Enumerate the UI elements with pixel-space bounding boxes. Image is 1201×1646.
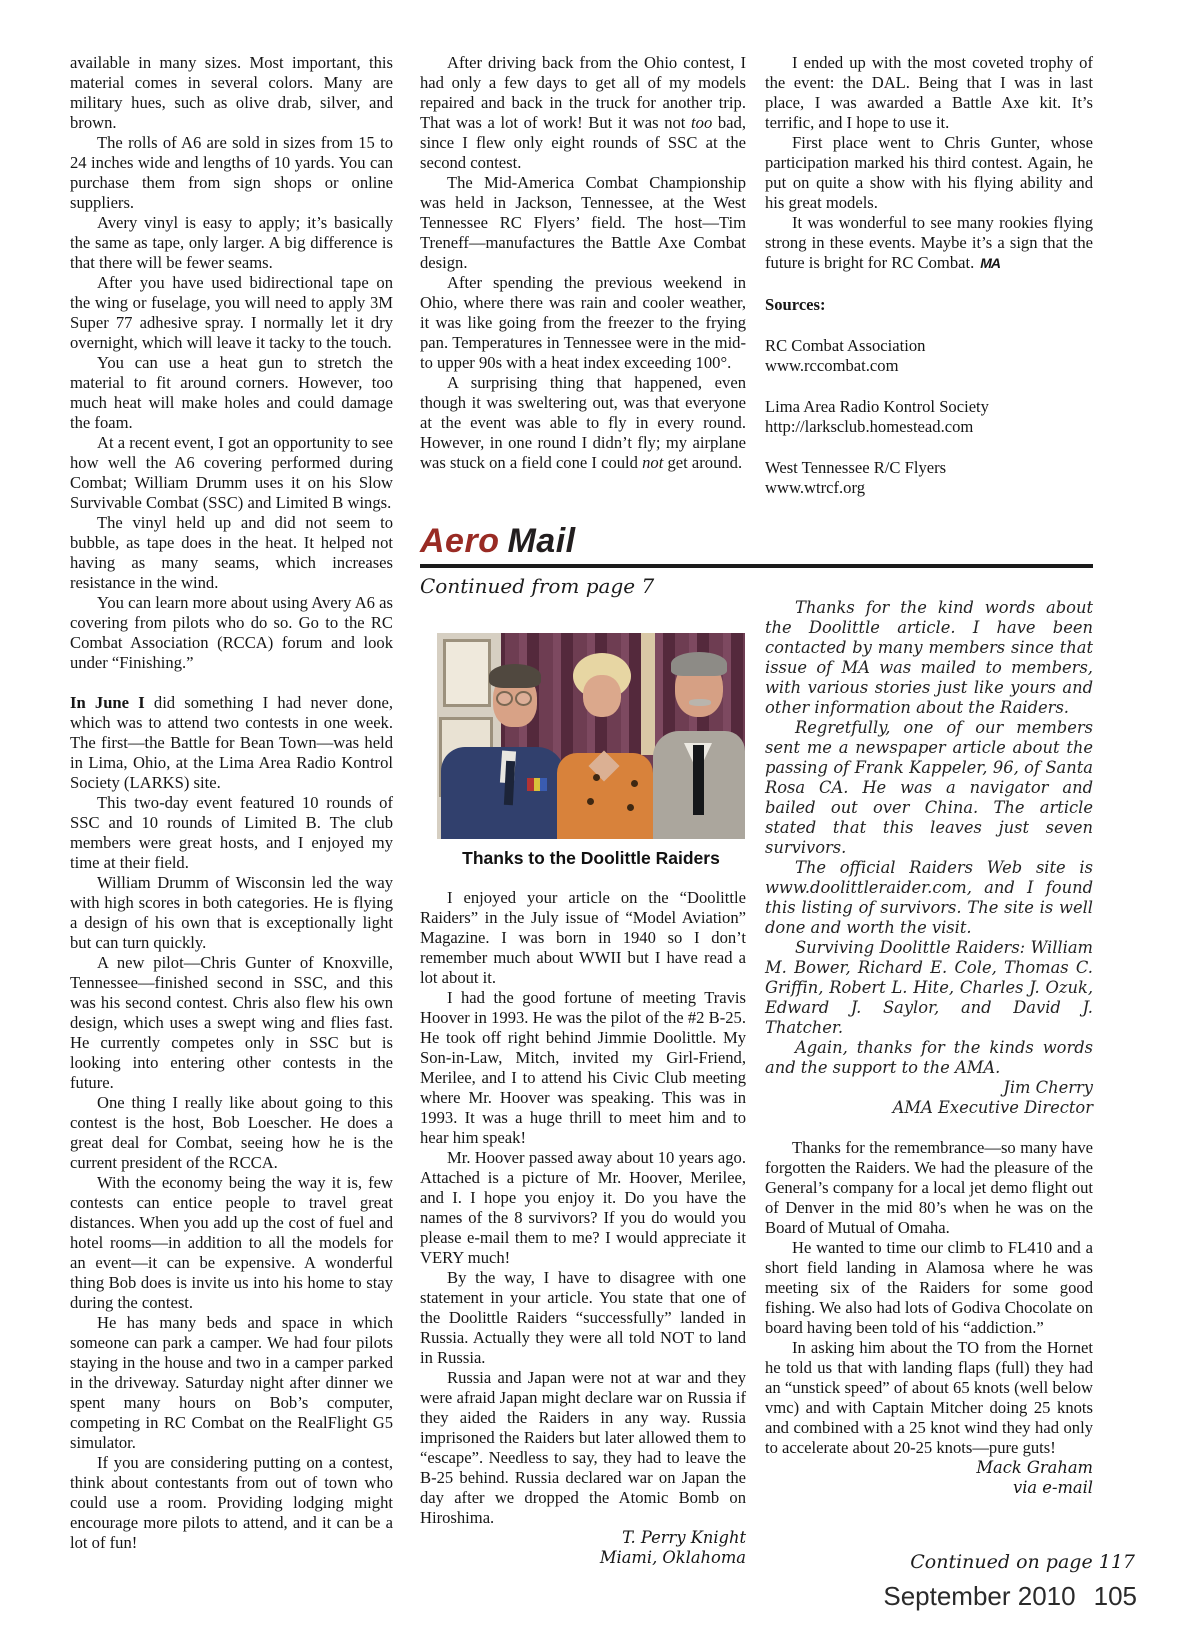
source-entry bbox=[765, 336, 1093, 376]
ma-magazine-logo: MA bbox=[980, 255, 1001, 271]
paragraph: Surviving Doolittle Raiders: William M. Bower, Richard E. Cole, Thomas C. Griffin, Robert L. Hite, Charles J. Ozuk, Edward J. Saylor, and David J. Thatcher. bbox=[765, 938, 1093, 1037]
photo-curtain-gap bbox=[641, 633, 655, 755]
photo-person-middle-face bbox=[583, 675, 621, 717]
photo-person-left-hair bbox=[489, 664, 541, 688]
italic-word: too bbox=[691, 113, 713, 132]
letter-mack-graham bbox=[765, 1138, 1093, 1498]
paragraph: William Drumm of Wisconsin led the way with high scores in both categories. He is flying a design of his own that is exceptionally light but can turn quickly. bbox=[70, 873, 393, 952]
paragraph: He wanted to time our climb to FL410 and a short field landing in Alamosa where he was meeting six of the Raiders for some good fishing. We also had lots of Godiva Chocolate on board having been told of his “addiction.” bbox=[765, 1238, 1093, 1337]
paragraph: After you have used bidirectional tape on the wing or fuselage, you will need to apply 3M Super 77 adhesive spray. I normally let it dry overnight, which will leave it tacky to the touch. bbox=[70, 273, 393, 352]
paragraph-text: did something I had never done, which was to attend two contests in one week. The first—the Battle for Bean Town—was held in Lima, Ohio, at the Lima Area Radio Kontrol Society (LARKS) site. bbox=[70, 693, 393, 792]
paragraph: This two-day event featured 10 rounds of SSC and 10 rounds of Limited B. The club members were great hosts, and I enjoyed my time at their field. bbox=[70, 793, 393, 872]
paragraph: Thanks for the remembrance—so many have forgotten the Raiders. We had the pleasure of the General’s company for a local jet demo flight out of Denver in the mid 80’s when he was on the Board of Mutual of Omaha. bbox=[765, 1138, 1093, 1237]
source-url: www.wtrcf.org bbox=[765, 478, 865, 497]
source-url: www.rccombat.com bbox=[765, 356, 899, 375]
section-title-mail: Mail bbox=[507, 522, 576, 560]
bold-lead-in: In June I bbox=[70, 693, 145, 712]
source-entry bbox=[765, 397, 1093, 437]
signature-location: Miami, Oklahoma bbox=[599, 1548, 746, 1567]
paragraph: First place went to Chris Gunter, whose participation marked his third contest. Again, he put on quite a show with his flying ability and his great models. bbox=[765, 133, 1093, 212]
paragraph: At a recent event, I got an opportunity to see how well the A6 covering performed during Combat; William Drumm uses it on his Slow Survivable Combat (SSC) and Limited B wings. bbox=[70, 433, 393, 512]
paragraph bbox=[420, 373, 746, 473]
column-middle-top bbox=[420, 53, 746, 473]
signature-name: Jim Cherry bbox=[1003, 1078, 1093, 1097]
paragraph-text: After driving back from the Ohio contest, I had only a few days to get all of my models repaired and back in the truck for another trip. That was a lot of work! But it was not bbox=[420, 53, 746, 132]
paragraph: After spending the previous weekend in Ohio, where there was rain and cooler weather, it was like going from the freezer to the frying pan. Temperatures in Tennessee were in the mid- to upper 90s with a heat index exceeding 100°. bbox=[420, 273, 746, 372]
paragraph-text: It was wonderful to see many rookies flying strong in these events. Maybe it’s a sign that the future is bright for RC Combat. bbox=[765, 213, 1093, 272]
paragraph: Thanks for the kind words about the Doolittle article. I have been contacted by many members since that issue of MA was mailed to members, with various stories just like yours and other information about the Raiders. bbox=[765, 598, 1093, 717]
photo-caption: Thanks to the Doolittle Raiders bbox=[462, 848, 720, 868]
paragraph bbox=[70, 693, 393, 793]
paragraph: The vinyl held up and did not seem to bubble, as tape does in the heat. It helped not having as many seams, which increases resistance in the wind. bbox=[70, 513, 393, 592]
source-url: http://larksclub.homestead.com bbox=[765, 417, 974, 436]
paragraph bbox=[765, 213, 1093, 273]
source-entry bbox=[765, 458, 1093, 498]
paragraph: One thing I really like about going to this contest is the host, Bob Loescher. He does a great deal for Combat, seeing how he is the current president of the RCCA. bbox=[70, 1093, 393, 1172]
column-right-bottom bbox=[765, 598, 1093, 1498]
paragraph: Mr. Hoover passed away about 10 years ago. Attached is a picture of Mr. Hoover, Merilee, and I. I hope you enjoy it. Do you have the names of the 8 survivors? If you do would you please e-mail them to me? I would appreciate it VERY much! bbox=[420, 1148, 746, 1267]
photo-person-left-ribbons bbox=[527, 778, 547, 791]
signature-title: AMA Executive Director bbox=[892, 1098, 1093, 1117]
signature-via: via e-mail bbox=[1013, 1478, 1093, 1497]
column-right-top bbox=[765, 53, 1093, 498]
source-name: RC Combat Association bbox=[765, 336, 926, 355]
paragraph: The Mid-America Combat Championship was held in Jackson, Tennessee, at the West Tennessee RC Flyers’ field. The host—Tim Treneff—manufactures the Battle Axe Combat design. bbox=[420, 173, 746, 272]
paragraph-text: bad, since I flew only eight rounds of SSC at the second contest. bbox=[420, 113, 746, 172]
paragraph-text: get around. bbox=[663, 453, 743, 472]
photo-framed-picture bbox=[443, 639, 491, 707]
photo-person-right-tie bbox=[693, 745, 704, 815]
paragraph: Russia and Japan were not at war and they were afraid Japan might declare war on Russia if they aided the Raiders in any way. Russia imprisoned the Raiders but later allowed them to “escape”. Needless to say, they had to leave the B-25 behind. Russia declared war on Japan the day after we dropped the Atomic Bomb on Hiroshima. bbox=[420, 1368, 746, 1527]
source-name: Lima Area Radio Kontrol Society bbox=[765, 397, 989, 416]
paragraph: With the economy being the way it is, few contests can entice people to travel great distances. When you add up the cost of fuel and hotel rooms—in addition to all the models for an event—it can be expensive. A wonderful thing Bob does is invite us into his home to stay during the contest. bbox=[70, 1173, 393, 1312]
paragraph: In asking him about the TO from the Hornet he told us that with landing flaps (full) they had an “unstick speed” of about 65 knots (well below vmc) and with Captain Mitcher doing 25 knots and combined with a 25 knot wind they had only to accelerate about 20-25 knots—pure guts! bbox=[765, 1338, 1093, 1457]
paragraph: Avery vinyl is easy to apply; it’s basically the same as tape, only larger. A big difference is that there will be fewer seams. bbox=[70, 213, 393, 272]
paragraph-text: A surprising thing that happened, even though it was sweltering out, was that everyone at the event was able to fly in every round. However, in one round I didn’t fly; my airplane was stuck on a field cone I could bbox=[420, 373, 746, 472]
italic-word: not bbox=[642, 453, 664, 472]
page-footer bbox=[883, 1581, 1137, 1612]
photo-glasses bbox=[496, 691, 513, 706]
photo-jacket-buttons bbox=[587, 798, 594, 805]
paragraph: A new pilot—Chris Gunter of Knoxville, Tennessee—finished second in SSC, and this was his second contest. Chris also flew his own design, which uses a swept wing and flies fast. He currently competes only in SSC but is looking into entering other contests in the future. bbox=[70, 953, 393, 1092]
doolittle-raiders-photo bbox=[437, 633, 745, 839]
continued-from-note: Continued from page 7 bbox=[420, 574, 655, 598]
issue-date: September 2010 bbox=[883, 1581, 1076, 1611]
signature-name: T. Perry Knight bbox=[622, 1528, 746, 1547]
paragraph: Again, thanks for the kinds words and the support to the AMA. bbox=[765, 1038, 1093, 1077]
section-title-aero: Aero bbox=[420, 522, 500, 560]
column-left bbox=[70, 53, 393, 1553]
photo-glasses bbox=[515, 691, 532, 706]
paragraph: I had the good fortune of meeting Travis Hoover in 1993. He was the pilot of the #2 B-25. He took off right behind Jimmie Doolittle. My Son-in-Law, Mitch, invited my Girl-Friend, Merilee, and I to attend his Civic Club meeting where Mr. Hoover was speaking. This was in 1993. It was a huge thrill to meet him and to hear him speak! bbox=[420, 988, 746, 1147]
page-number: 105 bbox=[1093, 1581, 1137, 1611]
paragraph: The official Raiders Web site is www.doolittleraider.com, and I found this listing of survivors. The site is well done and worth the visit. bbox=[765, 858, 1093, 937]
aero-mail-header bbox=[420, 519, 1093, 598]
paragraph: available in many sizes. Most important, this material comes in several colors. Many are military hues, such as olive drab, silver, and brown. bbox=[70, 53, 393, 132]
paragraph: You can use a heat gun to stretch the material to fit around corners. However, too much heat will make holes and could damage the foam. bbox=[70, 353, 393, 432]
sources-heading: Sources: bbox=[765, 295, 826, 314]
paragraph: The rolls of A6 are sold in sizes from 15 to 24 inches wide and lengths of 10 yards. You can purchase them from sign shops or online suppliers. bbox=[70, 133, 393, 212]
paragraph: I enjoyed your article on the “Doolittle Raiders” in the July issue of “Model Aviation” Magazine. I was born in 1940 so I don’t remember much about WWII but I have read a lot about it. bbox=[420, 888, 746, 987]
signature-name: Mack Graham bbox=[976, 1458, 1093, 1477]
paragraph bbox=[420, 53, 746, 173]
paragraph: He has many beds and space in which someone can park a camper. We had four pilots staying in the house and two in a camper parked in the driveway. Saturday night after dinner we spent many hours on Bob’s computer, competing in RC Combat on the RealFlight G5 simulator. bbox=[70, 1313, 393, 1452]
paragraph: Regretfully, one of our members sent me a newspaper article about the passing of Frank Kappeler, 96, of Santa Rosa CA. He was a navigator and bailed out over China. The article stated that this leaves just seven survivors. bbox=[765, 718, 1093, 857]
paragraph: I ended up with the most coveted trophy of the event: the DAL. Being that I was in last place, I was awarded a Battle Axe kit. It’s terrific, and I hope to use it. bbox=[765, 53, 1093, 132]
paragraph: By the way, I have to disagree with one statement in your article. You state that one of the Doolittle Raiders “successfully” landed in Russia. Actually they were all told NOT to land in Russia. bbox=[420, 1268, 746, 1367]
continued-on-note: Continued on page 117 bbox=[910, 1551, 1135, 1573]
photo-person-right-hair bbox=[671, 652, 727, 676]
paragraph: You can learn more about using Avery A6 as covering from pilots who do so. Go to the RC Combat Association (RCCA) forum and look under “Finishing.” bbox=[70, 593, 393, 672]
photo-person-right-mustache bbox=[689, 699, 711, 706]
source-name: West Tennessee R/C Flyers bbox=[765, 458, 947, 477]
paragraph: If you are considering putting on a contest, think about contestants from out of town who could use a room. Providing lodging might encourage more pilots to attend, and it can be a lot of fun! bbox=[70, 1453, 393, 1552]
editor-reply bbox=[765, 598, 1093, 1118]
section-title bbox=[420, 519, 1093, 568]
letter-perry-knight bbox=[420, 888, 746, 1568]
